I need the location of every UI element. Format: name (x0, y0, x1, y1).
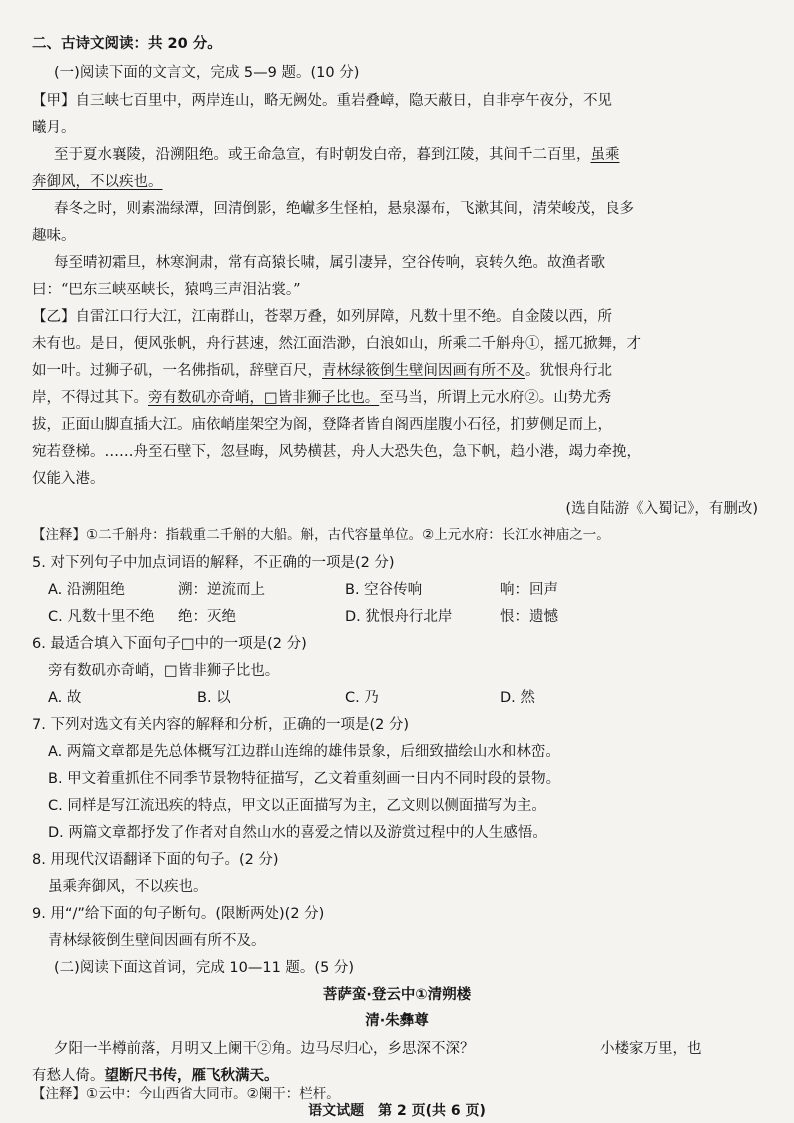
yi-line7: 仅能入港。 (32, 471, 105, 487)
yi-line2: 未有也。是日，便风张帆，舟行甚速，然江面浩渺，白浪如山，所乘二千斛舟①，摇兀掀舞，才 (32, 336, 641, 352)
part1-instruction: (一)阅读下面的文言文，完成 5—9 题。(10 分) (54, 65, 360, 81)
jia-p4-line1: 每至晴初霜旦，林寒涧肃，常有高猿长啸，属引凄异，空谷传响，哀转久绝。故渔者歌 (54, 255, 605, 271)
yi-line4-underlined: 旁有数矶亦奇峭，□皆非狮子比也。 (148, 390, 380, 406)
q5-option-c: C. 凡数十里不绝 (48, 609, 155, 625)
yi-line6: 宛若登梯。……舟至石壁下，忽昼晦，风势横甚，舟人大恐失色，急下帆，趋小港，竭力牵挽， (32, 444, 641, 460)
q5-option-d-exp: 恨：遗憾 (500, 609, 558, 625)
q6-stem: 6. 最适合填入下面句子□中的一项是(2 分) (32, 636, 307, 652)
yi-line1: 【乙】自雷江口行大江，江南群山，苍翠万叠，如列屏障，凡数十里不绝。自金陵以西，所 (32, 309, 612, 325)
q6-option-c: C. 乃 (345, 690, 379, 706)
jia-p3-line2: 趣味。 (32, 228, 76, 244)
jia-p3-line1: 春冬之时，则素湍绿潭，回清倒影，绝𪩘多生怪柏，悬泉瀑布，飞漱其间，清荣峻茂，良多 (54, 201, 634, 217)
poem-line2-a: 有愁人倚。 (32, 1068, 105, 1084)
q8-stem: 8. 用现代汉语翻译下面的句子。(2 分) (32, 852, 279, 868)
q7-option-a: A. 两篇文章都是先总体概写江边群山连绵的雄伟景象，后细致描绘山水和林峦。 (48, 744, 560, 760)
part2-note: 【注释】①云中：今山西省大同市。②阑干：栏杆。 (32, 1086, 340, 1102)
q6-sentence: 旁有数矶亦奇峭，□皆非狮子比也。 (48, 663, 280, 679)
jia-p2-line1 (54, 145, 620, 165)
q7-option-c: C. 同样是写江流迅疾的特点，甲文以正面描写为主，乙文则以侧面描写为主。 (48, 798, 546, 814)
jia-p1-line2: 曦月。 (32, 120, 76, 136)
yi-line3 (32, 361, 612, 381)
jia-p2-line2: 奔御风，不以疾也。 (32, 174, 163, 190)
part2-instruction: (二)阅读下面这首词，完成 10—11 题。(5 分) (54, 960, 355, 976)
q6-option-d: D. 然 (500, 690, 535, 706)
q7-option-d: D. 两篇文章都抒发了作者对自然山水的喜爱之情以及游赏过程中的人生感悟。 (48, 825, 547, 841)
yi-line3-underlined: 青林绿筱倒生壁间因画有所不及 (322, 363, 525, 379)
q5-option-b: B. 空谷传响 (345, 582, 423, 598)
q5-option-a-exp: 溯：逆流而上 (178, 582, 265, 598)
q7-stem: 7. 下列对选文有关内容的解释和分析，正确的一项是(2 分) (32, 717, 410, 733)
q5-option-a: A. 沿溯阻绝 (48, 582, 125, 598)
q9-stem: 9. 用“/”给下面的句子断句。(限断两处)(2 分) (32, 906, 325, 922)
part1-note: 【注释】①二千斛舟：指载重二千斛的大船。斛，古代容量单位。②上元水府：长江水神庙之一。 (32, 527, 610, 543)
q5-option-d: D. 犹恨舟行北岸 (345, 609, 453, 625)
source-citation: (选自陆游《入蜀记》，有删改) (565, 501, 758, 517)
jia-p1-line1: 【甲】自三峡七百里中，两岸连山，略无阙处。重岩叠嶂，隐天蔽日，自非亭午夜分，不见 (32, 93, 612, 109)
q6-option-a: A. 故 (48, 690, 82, 706)
poem-line1-a: 夕阳一半樽前落，月明又上阑干②角。边马尽归心，乡思深不深？ (54, 1041, 475, 1057)
q5-stem: 5. 对下列句子中加点词语的解释，不正确的一项是(2 分) (32, 555, 395, 571)
yi-line5: 拔，正面山脚直插大江。庙依峭崖架空为阁，登降者皆自阁西崖腹小石径，扪萝侧足而上， (32, 417, 612, 433)
jia-p2-underlined: 虽乘 (590, 147, 620, 163)
q8-sentence: 虽乘奔御风，不以疾也。 (48, 879, 208, 895)
jia-p2-text: 至于夏水襄陵，沿溯阻绝。或王命急宣，有时朝发白帝，暮到江陵，其间千二百里， (54, 147, 591, 163)
yi-line4 (32, 388, 611, 408)
yi-line4-c: 至马当，所谓上元水府②。山势尤秀 (379, 390, 612, 406)
page-footer: 语文试题 第 2 页(共 6 页) (308, 1103, 486, 1119)
yi-line4-a: 岸，不得过其下。 (32, 390, 148, 406)
yi-line3-c: 。犹恨舟行北 (525, 363, 612, 379)
poem-title: 菩萨蛮·登云中①清朔楼 (322, 987, 472, 1003)
poem-author: 清·朱彝尊 (365, 1013, 429, 1029)
jia-p4-line2: 曰：“巴东三峡巫峡长，猿鸣三声泪沾裳。” (32, 282, 301, 298)
poem-line2 (32, 1066, 279, 1086)
yi-line3-a: 如一叶。过狮子矶，一名佛指矶，辞壁百尺， (32, 363, 322, 379)
q9-sentence: 青林绿筱倒生壁间因画有所不及。 (48, 933, 266, 949)
q6-option-b: B. 以 (197, 690, 231, 706)
section-heading: 二、古诗文阅读：共 20 分。 (32, 36, 222, 52)
poem-line2-b: 望断尺书传，雁飞秋满天。 (104, 1067, 279, 1084)
q7-option-b: B. 甲文着重抓住不同季节景物特征描写，乙文着重刻画一日内不同时段的景物。 (48, 771, 561, 787)
q5-option-b-exp: 响：回声 (500, 582, 558, 598)
q5-option-c-exp: 绝：灭绝 (178, 609, 236, 625)
poem-line1-b: 小楼家万里，也 (600, 1041, 702, 1057)
